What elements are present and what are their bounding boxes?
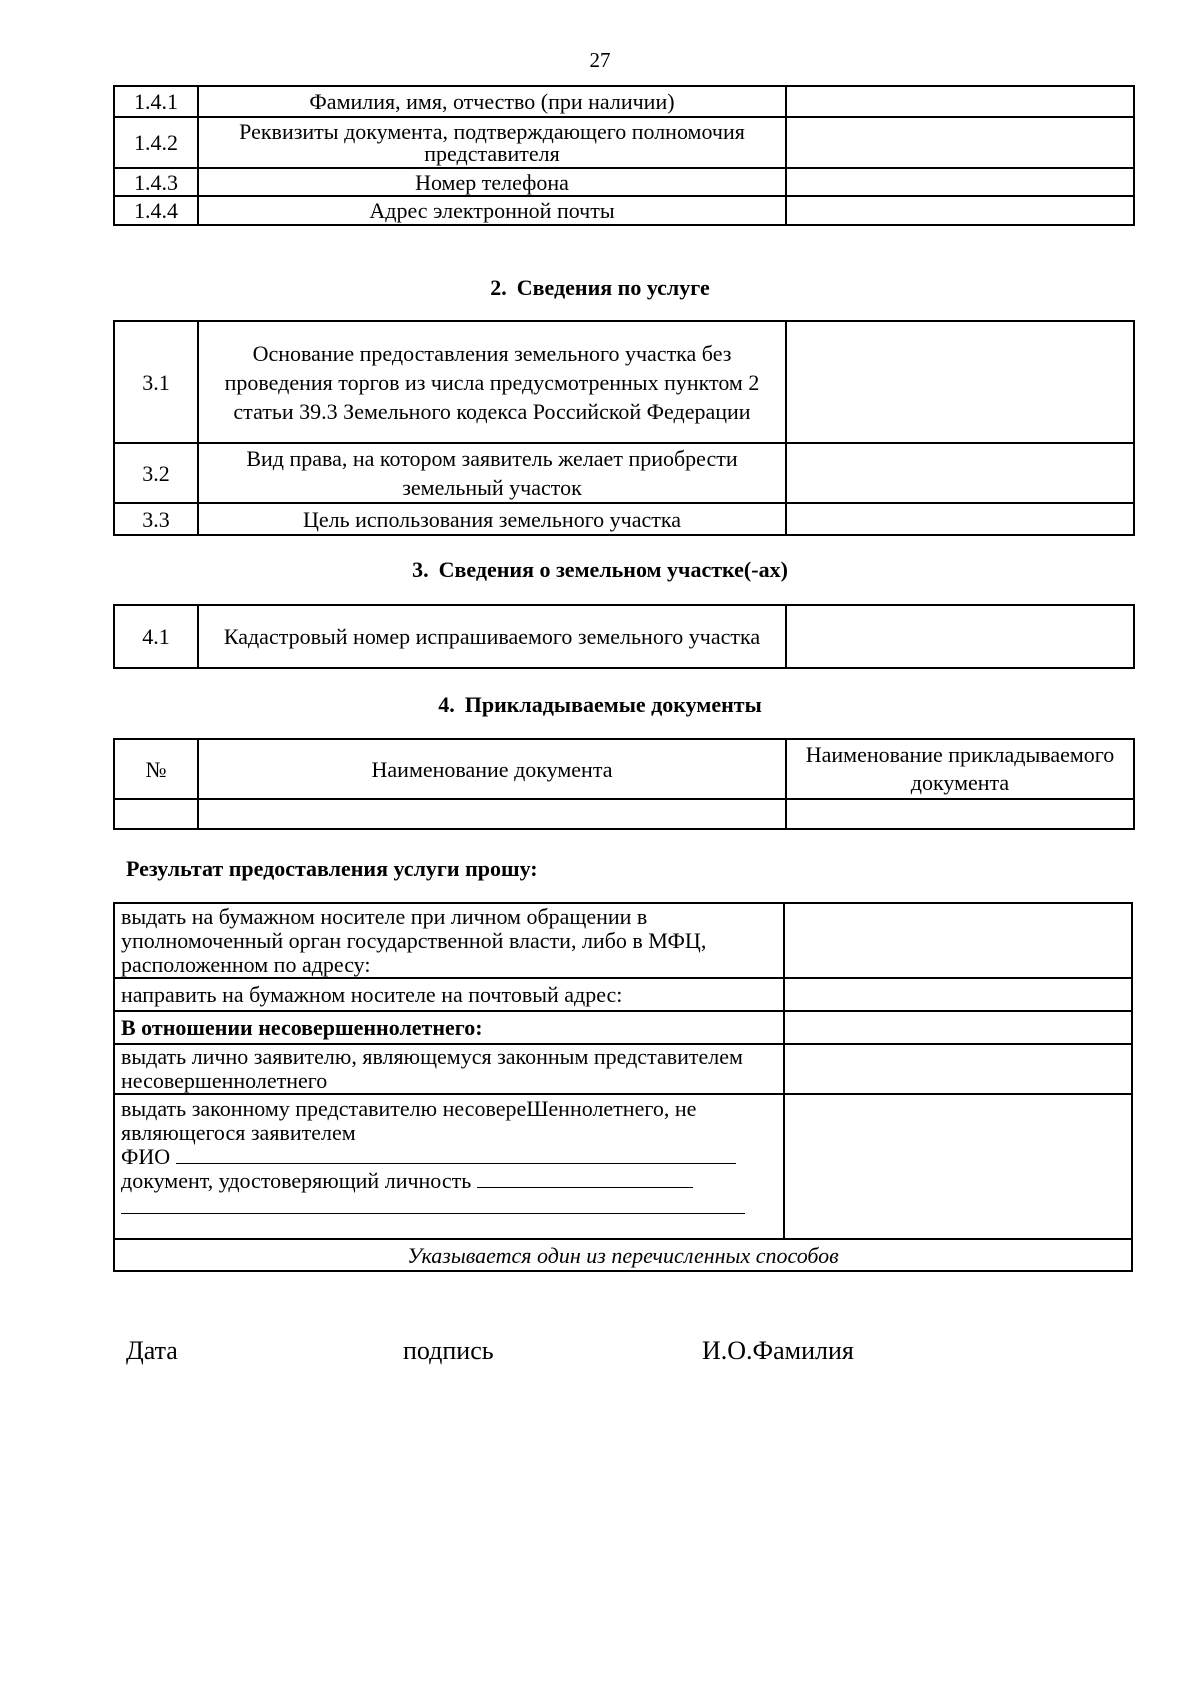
value-cell[interactable]: [786, 443, 1134, 503]
value-cell[interactable]: [786, 168, 1134, 196]
value-cell[interactable]: [786, 321, 1134, 443]
row-number: 4.1: [114, 605, 198, 668]
row-label: Адрес электронной почты: [198, 196, 786, 225]
result-minor-heading: В отношении несовершеннолетнего:: [114, 1011, 784, 1044]
signature-label: подпись: [403, 1336, 494, 1365]
result-checkbox-cell[interactable]: [784, 1044, 1132, 1094]
documents-table: [113, 738, 1135, 830]
row-label: Реквизиты документа, подтверждающего полномочия представителя: [198, 117, 786, 168]
result-checkbox-cell[interactable]: [784, 1094, 1132, 1239]
row-label: Цель использования земельного участка: [198, 503, 786, 535]
result-option-mail: направить на бумажном носителе на почтовый адрес:: [114, 978, 784, 1011]
name-label: И.О.Фамилия: [702, 1336, 854, 1365]
column-header-attached: Наименование прикладываемого документа: [786, 739, 1134, 799]
id-document-line[interactable]: [477, 1169, 693, 1188]
value-cell[interactable]: [786, 196, 1134, 225]
service-table: [113, 320, 1135, 536]
representative-table: [113, 85, 1135, 226]
page-number: 27: [589, 48, 611, 72]
section-heading-service: 2. Сведения по услуге: [490, 275, 710, 300]
result-table: [113, 902, 1133, 1272]
row-label: Фамилия, имя, отчество (при наличии): [198, 86, 786, 117]
plot-table: [113, 604, 1135, 669]
date-label: Дата: [126, 1336, 178, 1365]
row-number: 1.4.3: [114, 168, 198, 196]
row-label: Кадастровый номер испрашиваемого земельного участка: [198, 605, 786, 668]
id-document-line-2[interactable]: [121, 1195, 745, 1214]
row-label: Вид права, на котором заявитель желает приобрести земельный участок: [198, 443, 786, 503]
result-option-applicant: выдать лично заявителю, являющемуся законным представителем несовершеннолетнего: [114, 1044, 784, 1094]
result-checkbox-cell[interactable]: [784, 978, 1132, 1011]
row-number: 1.4.1: [114, 86, 198, 117]
value-cell[interactable]: [786, 86, 1134, 117]
result-option-office: выдать на бумажном носителе при личном обращении в уполномоченный орган государственной власти, либо в МФЦ, расположенном по адресу:: [114, 903, 784, 978]
row-number: 3.1: [114, 321, 198, 443]
empty-cell[interactable]: [198, 799, 786, 829]
value-cell[interactable]: [786, 117, 1134, 168]
fio-line[interactable]: [176, 1145, 736, 1164]
result-checkbox-cell[interactable]: [784, 1011, 1132, 1044]
row-label: Номер телефона: [198, 168, 786, 196]
row-number: 3.3: [114, 503, 198, 535]
column-header-document: Наименование документа: [198, 739, 786, 799]
empty-cell[interactable]: [786, 799, 1134, 829]
section-heading-plot: 3. Сведения о земельном участке(-ах): [412, 557, 788, 582]
result-note: Указывается один из перечисленных способов: [114, 1239, 1132, 1271]
value-cell[interactable]: [786, 605, 1134, 668]
row-number: 1.4.4: [114, 196, 198, 225]
section-heading-documents: 4. Прикладываемые документы: [438, 692, 762, 717]
result-checkbox-cell[interactable]: [784, 903, 1132, 978]
column-header-number: №: [114, 739, 198, 799]
row-number: 3.2: [114, 443, 198, 503]
empty-cell[interactable]: [114, 799, 198, 829]
result-option-representative: выдать законному представителю несовереШеннолетнего, не являющегося заявителем ФИО документ, удостоверяющий личность: [114, 1094, 784, 1239]
row-number: 1.4.2: [114, 117, 198, 168]
value-cell[interactable]: [786, 503, 1134, 535]
row-label: Основание предоставления земельного участка без проведения торгов из числа предусмотренных пунктом 2 статьи 39.3 Земельного кодекса Российской Федерации: [198, 321, 786, 443]
id-document-label: документ, удостоверяющий личность: [121, 1168, 472, 1193]
result-title: Результат предоставления услуги прошу:: [126, 856, 538, 881]
fio-label: ФИО: [121, 1144, 171, 1169]
